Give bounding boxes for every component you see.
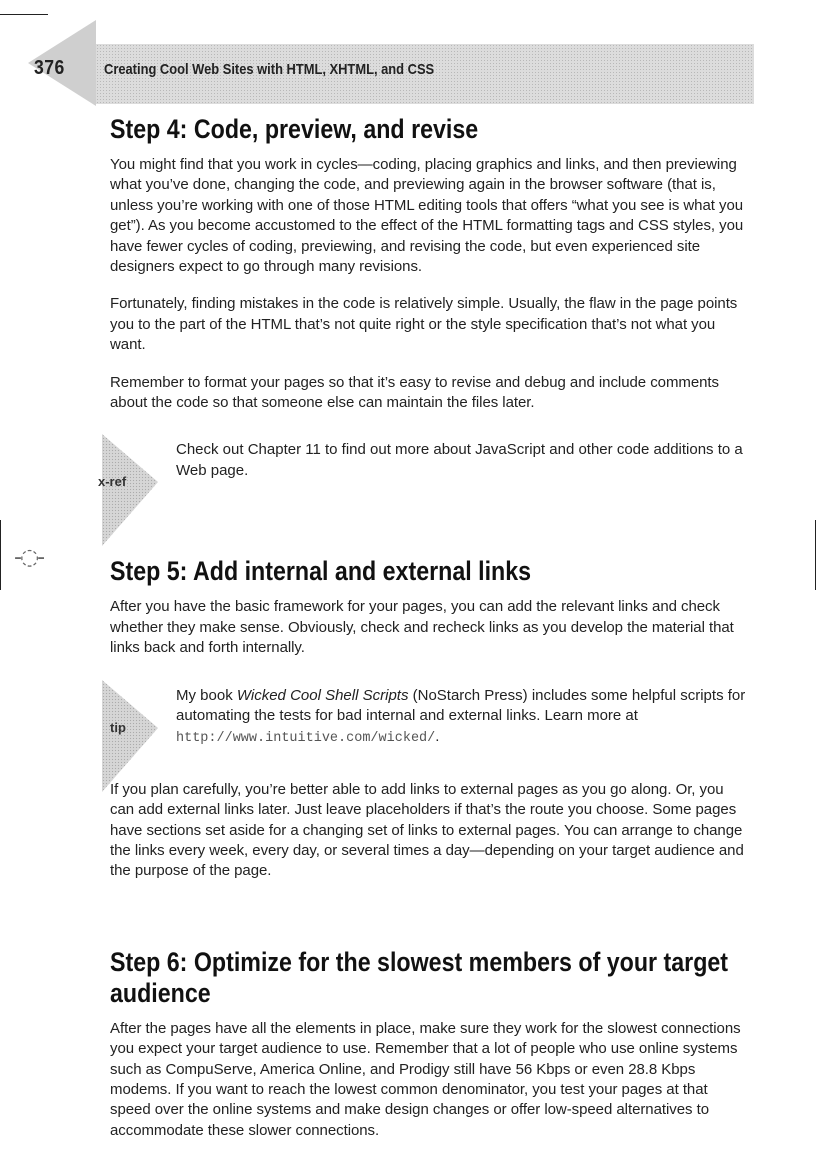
step-4-section — [98, 114, 746, 512]
registration-mark-icon: -◌- — [14, 545, 44, 570]
step-6-heading: Step 6: Optimize for the slowest members of your target audience — [110, 946, 729, 1008]
tip-label: tip — [110, 719, 126, 735]
book-title: Wicked Cool Shell Scripts — [236, 686, 409, 704]
tip-note — [110, 676, 746, 758]
tip-url-link[interactable]: http://www.intuitive.com/wicked/ — [176, 730, 436, 746]
crop-mark-left — [0, 520, 1, 590]
step-5-section — [110, 556, 746, 881]
paragraph: After the pages have all the elements in place, make sure they work for the slowest connections you expect your target audience to use. Remember that a lot of people who use online systems such as CompuServe, America Online, and Prodigy still have 56 Kbps or even 28.8 Kbps modems. If you want to reach the lowest common denominator, you test your pages at that speed over the online systems and make design changes or offer low-speed alternatives to accommodate these slower connections. — [110, 1019, 741, 1139]
step-6-section — [110, 947, 746, 1141]
tip-text — [176, 676, 746, 749]
xref-label: x-ref — [98, 474, 127, 490]
corner-rule — [0, 14, 48, 15]
step-4-heading: Step 4: Code, preview, and revise — [110, 114, 479, 144]
tip-text-after: (NoStarch Press) includes some helpful scripts for automating the tests for bad internal and external links. Learn more at — [176, 686, 746, 725]
xref-text: Check out Chapter 11 to find out more about JavaScript and other code additions to a Web page. — [176, 441, 743, 479]
paragraph: Fortunately, finding mistakes in the code is relatively simple. Usually, the flaw in the page points you to the part of the HTML that’s not quite right or the style specification that’s not what you want. — [110, 295, 738, 354]
tip-arrow-icon — [96, 680, 162, 792]
page-number: 376 — [34, 57, 65, 79]
paragraph: After you have the basic framework for your pages, you can add the relevant links and check whether they make sense. Obviously, check and recheck links as you develop the material that links back and forth internally. — [110, 598, 734, 657]
page-content — [98, 114, 746, 1158]
running-title: Creating Cool Web Sites with HTML, XHTML, and CSS — [104, 61, 435, 78]
xref-arrow-icon — [96, 434, 162, 546]
step-5-heading: Step 5: Add internal and external links — [110, 556, 532, 587]
paragraph: Remember to format your pages so that it’s easy to revise and debug and include comments about the code so that someone else can maintain the files later. — [110, 373, 719, 412]
paragraph: You might find that you work in cycles—coding, placing graphics and links, and then previewing what you’ve done, changing the code, and previewing again in the browser software (that is, unless you’re working with one of those HTML editing tools that offers “what you see is what you get”). As you become accustomed to the effect of the HTML formatting tags and CSS styles, you have fewer cycles of coding, previewing, and revising the code, but even experienced site designers expect to go through many revisions. — [110, 156, 744, 276]
tip-text-before: My book — [176, 686, 237, 704]
tip-text-end: . — [435, 727, 440, 745]
xref-note — [98, 430, 746, 512]
paragraph: If you plan carefully, you’re better able to add links to external pages as you go along. Or, you can add external links later. Just leave placeholders if that’s the route you choose. Some pages have sections set aside for a changing set of links to external pages. You can arrange to change the links every week, every day, or several times a day—depending on your target audience and the purpose of the page. — [110, 780, 744, 880]
